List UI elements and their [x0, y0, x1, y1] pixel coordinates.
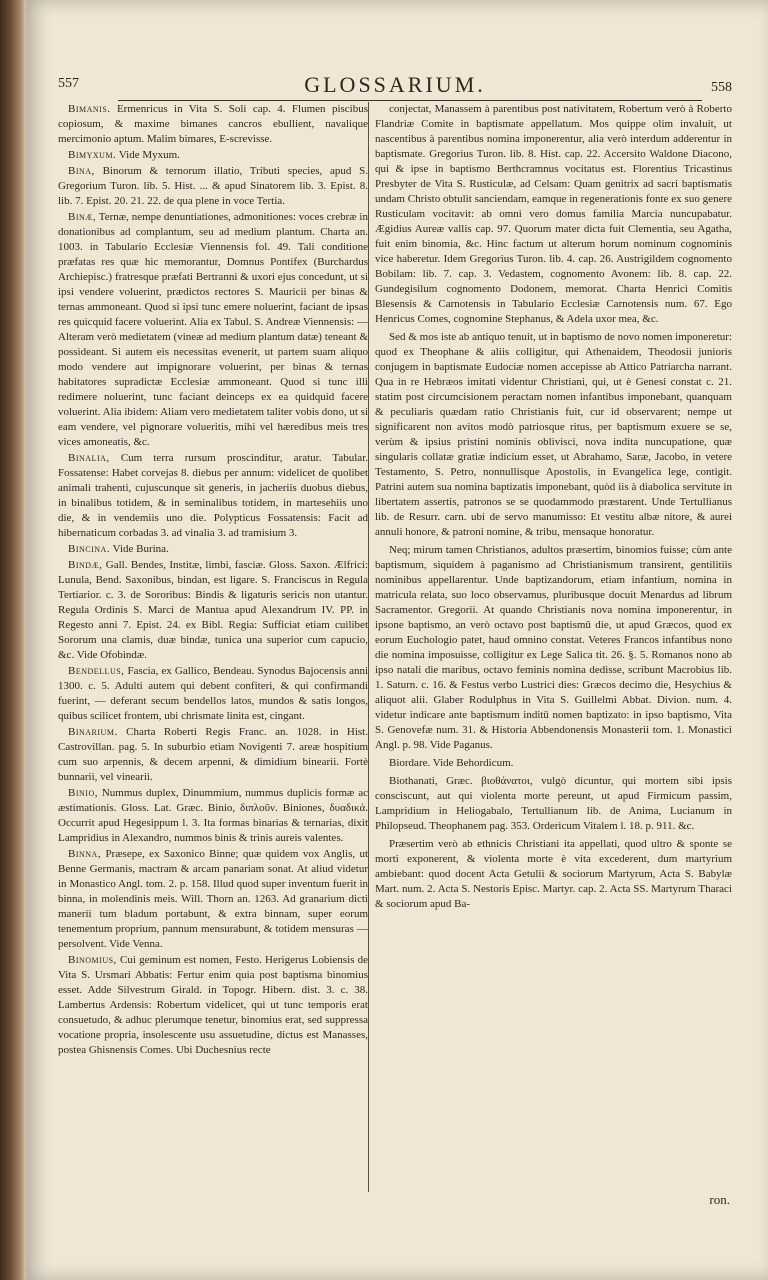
- entry-text: Fascia, ex Gallico, Bendeau. Synodus Bajocensis anni 1300. c. 5. Adulti autem qui debent confiteri, & qui confirmandi fuerint, — deferant secum bendellos latos, mundos & satis longos, quibus scilicet frontem, ubi chrismate linita est, cingant.: [58, 665, 368, 722]
- paragraph: Neq; mirum tamen Christianos, adultos præsertim, binomios fuisse; cùm ante baptismum, siquidem à paganismo ad Christianismum transirent, gentilitiis nominibus appellarentur. Unde baptizandorum, etiam infantium, nomina in matricula relata, suo loco observamus, pluribusque docuit Menardus ad librum Sacramentor. Gregorii. At quando Christianis nova nomina imponerentur, in ipsone baptismo, an verò octavo post baptismū die, ut apud Græcos, quod ex eorum Euchologio patet, haud omnino constat. Veteres Francos infantibus nono die nomina imposuisse, colligitur ex Lege Salica tit. 26. §. 5. Romanos nono ab ipso natali die maribus, octavo feminis nomina dedisse, scribunt Macrobius lib. 1. Saturn. c. 16. & Festus verbo Lustrici dies: Græcos decimo die, Hesychius & aliquot alii. Glaber Rodulphus in Vita S. Guillelmi Abbat. Divion. num. 4. videtur indicare ante baptismum inditū nomen baptizato: in ipso baptismo, Vita S. Genovefæ num. 31. & Historia Abbendonensis Monasterii tom. 1. Monastici Angl. p. 98. Vide Paganus.: [375, 544, 732, 751]
- entry-term: Bindæ,: [68, 559, 103, 571]
- page-number-right: 558: [711, 80, 732, 95]
- entry-text: Charta Roberti Regis Franc. an. 1028. in Hist. Castrovillan. pag. 5. In suburbio etiam Novigenti 7. areæ hospitium cum suo arpennis, & decem arpenni, & dimidium binearii. Fortè bunnarii, vel vinearii.: [58, 726, 368, 783]
- header-rule: [118, 100, 702, 101]
- entry-text: Cum terra rursum proscinditur, aratur. Tabular. Fossatense: Habet corvejas 8. diebus per annum: videlicet de quolibet animali trahenti, cujuscunque sit generis, in jacheriis duobus diebus, in binalibus totidem, & in seminalibus totidem, in martesehiis uno die, & in vendemiis uno die. Polypticus Fossatensis: Facit ad hibernaticum corbadas 3. ad vinalia 3. ad tramisium 3.: [58, 452, 368, 539]
- entry-term: Binomius,: [68, 954, 117, 966]
- glossary-entry: [58, 451, 368, 541]
- entry-text: Ermenricus in Vita S. Soli cap. 4. Flumen piscibus copiosum, & maxime bimanes cancros ebullient, navalique mercimonio aptum. Malim bimares, Ε-screvisse.: [58, 103, 368, 145]
- glossary-entry: [58, 725, 368, 785]
- paragraph: Biothanati, Græc. βιοθάνατοι, vulgò dicuntur, qui mortem sibi ipsis consciscunt, aut qui violenta morte pereunt, ut apud Firmicum passim, Lampridium in Heliogabalo, Tertullianum lib. de Anima, Lucianum in Philopseud. Theophanem pag. 353. Ordericum Vitalem l. 18. p. 911. &c.: [375, 775, 732, 832]
- entry-term: Binarium.: [68, 726, 118, 738]
- glossary-entry: [58, 164, 368, 209]
- entry-text: Nummus duplex, Dinummium, nummus duplicis formæ ac æstimationis. Gloss. Lat. Græc. Binio, διπλοῦν. Biniones, δυαδικά. Occurrit apud Hegesippum l. 3. Ita formas binarias & ternarias, dixit Lampridius in Alexandro, nummos binis & trinis aureis valentes.: [58, 787, 368, 844]
- glossary-entry: [58, 210, 368, 450]
- glossary-entry: [58, 664, 368, 724]
- entry-term: Bincina.: [68, 543, 111, 555]
- glossary-entry: [58, 542, 368, 557]
- entry-term: Bimanis.: [68, 103, 111, 115]
- entry-text: Cui geminum est nomen, Festo. Herigerus Lobiensis de Vita S. Ursmari Abbatis: Fertur enim quia post baptisma binomius esset. Adde Silvestrum Girald. in Topogr. Hibern. dist. 3. c. 38. Lambertus Ardensis: Robertum videlicet, qui ut tunc temporis erat consuetudo, & adhuc plerumque tenetur, binomius erat, sed suppressa vocatione propria, insolescente usu assuetudine, dictus est Manasses, postea Ghisnensis Comes. Ubi Duchesnius recte: [58, 954, 368, 1056]
- catchword: ron.: [709, 1192, 730, 1207]
- entry-text: Vide Burina.: [112, 543, 169, 555]
- glossary-entry: [58, 953, 368, 1058]
- glossary-entry: [58, 148, 368, 163]
- page-header: [58, 72, 732, 102]
- glossary-entry: [58, 847, 368, 952]
- glossary-entry: [58, 558, 368, 663]
- book-binding: [0, 0, 26, 1280]
- paragraph: conjectat, Manassem à parentibus post nativitatem, Robertum verò à Roberto Flandriæ Comite in baptismate appellatum. Mos quippe olim invaluit, ut nascentibus à parentibus nomina imponerentur, alia verò interdum adderentur in baptismate. Gregorius Turon. lib. 8. Hist. cap. 22. Accersito Waldone Diacono, qui & ipse in baptismo Berthcramnus vocitatus est. Florentius Tricastinus Presbyter de Vita S. Rusticulæ, ad Celsam: Quam genitrix ad sacri baptismatis undam Christo obtulit sanciendam, eamque in regenerationis fonte ex suo genere Rusticulam vocitavit: ab omni vero domus familia Marcia nuncupabatur. Ægidius Aureæ vallis cap. 97. Quorum mater dicta fuit Clementia, seu Agatha, fuit enim binomia, &c. Hinc factum ut alterum horum nominum cognominis vice haberetur. Idem Gregorius Turon. lib. 4. cap. 26. Austrigildem cognomento Bobilam: lib. 7. cap. 3. Vedastem, cognomento Avonem: lib. 8. cap. 22. Gundegisilum cognomento Dodonem, memorat. Charta Henrici Comitis Blesensis & Carnotensis in Tabulario Ecclesiæ Carnotensis num. 67. Ego Henricus Comes, cognomine Stephanus, & Adela uxor mea, &c.: [375, 103, 732, 325]
- right-column: [368, 102, 732, 1192]
- entry-term: Binna,: [68, 848, 102, 860]
- entry-term: Binio,: [68, 787, 98, 799]
- paragraph: Præsertim verò ab ethnicis Christiani ita appellati, quod ultro & sponte se morti exponerent, & violenta morte è vita excederent, dum martyrium ambiebant: quod docent Acta Getulii & sociorum Martyrum, Acta S. Babylæ Mart. num. 2. Acta S. Nestoris Episc. Martyr. cap. 2. Acta SS. Martyrum Tharaci & sociorum apud Ba-: [375, 838, 732, 910]
- running-title: GLOSSARIUM.: [304, 72, 486, 97]
- entry-text: Vide Myxum.: [118, 149, 180, 161]
- paragraph: Biordare. Vide Behordicum.: [389, 757, 514, 769]
- entry-term: Binæ,: [68, 211, 97, 223]
- entry-term: Bendellus,: [68, 665, 125, 677]
- entry-text: Gall. Bendes, Institæ, limbi, fasciæ. Gloss. Saxon. Ælfrici: Lunula, Bend. Saxonibus, bindan, est ligare. S. Franciscus in Regula Tertiarior. c. 3. de Sororibus: Bindis & ligaturis sericis non utantur. Regula Ordinis S. Marci de Mantua apud Alexandrum IV. PP. in Regesto anni 7. Epist. 24. ex Bibl. Regia: Sufficiat etiam cuilibet Sororum una clamis, duæ bindæ, tunica una superior cum capucio, &c. Vide Ofobindæ.: [58, 559, 368, 661]
- left-column: [58, 102, 368, 1182]
- glossary-entry: [58, 102, 368, 147]
- entry-term: Bina,: [68, 165, 95, 177]
- book-page: [26, 0, 768, 1280]
- page-number-left: 557: [58, 76, 79, 91]
- entry-term: Binalia,: [68, 452, 110, 464]
- entry-term: Bimyxum.: [68, 149, 117, 161]
- paragraph: Sed & mos iste ab antiquo tenuit, ut in baptismo de novo nomen imponeretur: quod ex Theophane & aliis colligitur, qui Athenaidem, Theodosii junioris conjugem in baptismate Eudociæ nomen accepisse ab Attico Patriarcha narrant. Qua in re Hebræos imitati videntur Christiani, qui, ut è Genesi constat c. 21. statim post circumcisionem peractam nomen infantibus imponebant, quanquam & peculiaris quædam ratio Christianis fuit, cur id observarent; nempe ut significarent non avitos modò patriosque ritus, per baptismum exuere se se, verùm & ipsius pristini nominis oblivisci, nova indita nuncupatione, quæ singularis collatæ gratiæ indicium esset, ut Abrahamo, Saræ, Jacobo, in vetere Testamento, S. Petro, nonnullisque Apostolis, in Evangelica lege, contigit. Patrini autem sua nomina baptizatis imponebant, quòd iis à diabolica servitute in libertatem assertis, patronos se se quodammodo præstarent. Unde Tertullianus lib. de Resurr. carn. ubi de servo manumisso: Et vestitu albæ nitore, & aurei annuli honore, & patroni nomine, & tribu, mensaque honoratur.: [375, 331, 732, 538]
- entry-text: Præsepe, ex Saxonico Binne; quæ quidem vox Anglis, ut Benne Germanis, mactram & arcam panariam sonat. At aliud videtur in Monastico Angl. tom. 2. p. 158. Illud quod super inventum fuerit in binna, in molendinis meis. Will. Thorn an. 1263. Ad granarium dicti manerii tum bladum portabunt, & extra binnam, super eorum tenementum proprium, pannum mensurabunt, & totidem mensuras — persolvent. Vide Venna.: [58, 848, 368, 950]
- glossary-entry: [58, 786, 368, 846]
- entry-text: Ternæ, nempe denuntiationes, admonitiones: voces crebræ in donationibus ad complantum, seu ad medium plantum. Charta an. 1003. in Tabulario Ecclesiæ Viennensis fol. 49. Tali conditione præfatas res quæ hic memorantur, Domnus Pontifex (Burchardus Archiepisc.) fratresque præfati Bertranni & uxori ejus concedunt, ut si ipsi vendere voluerint, prædictos rectores S. Mauricii per binas & ternas ammoneant. Quod si ipsi tunc emere noluerint, faciant de ipsas res quicquid facere voluerint. Alia ex Tabul. S. Andreæ Viennensis: — Alteram verò medietatem (vineæ ad medium plantum datæ) teneant & possideant. Si autem eis necessitas evenerit, ut partem suam aliquo modo vendere aut impignorare voluerint, per binas & ternas habitatores supradictæ Ecclesiæ ammoneant. Quod si tunc illi redimere noluerint, tunc faciant deinceps ex ea quidquid facere voluerint. Alia ibidem: Aliam vero medietatem taliter vobis dono, ut si eam vendere, vel pignorare volueritis, mihi vel hæredibus meis tres vices amoneatis, &c.: [58, 211, 368, 448]
- entry-text: Binorum & ternorum illatio, Tributi species, apud S. Gregorium Turon. lib. 5. Hist. ... & apud Sinatorem lib. 3. Epist. 8. lib. 7. Epist. 20. 21. 22. de qua plene in voce Tertia.: [58, 165, 368, 207]
